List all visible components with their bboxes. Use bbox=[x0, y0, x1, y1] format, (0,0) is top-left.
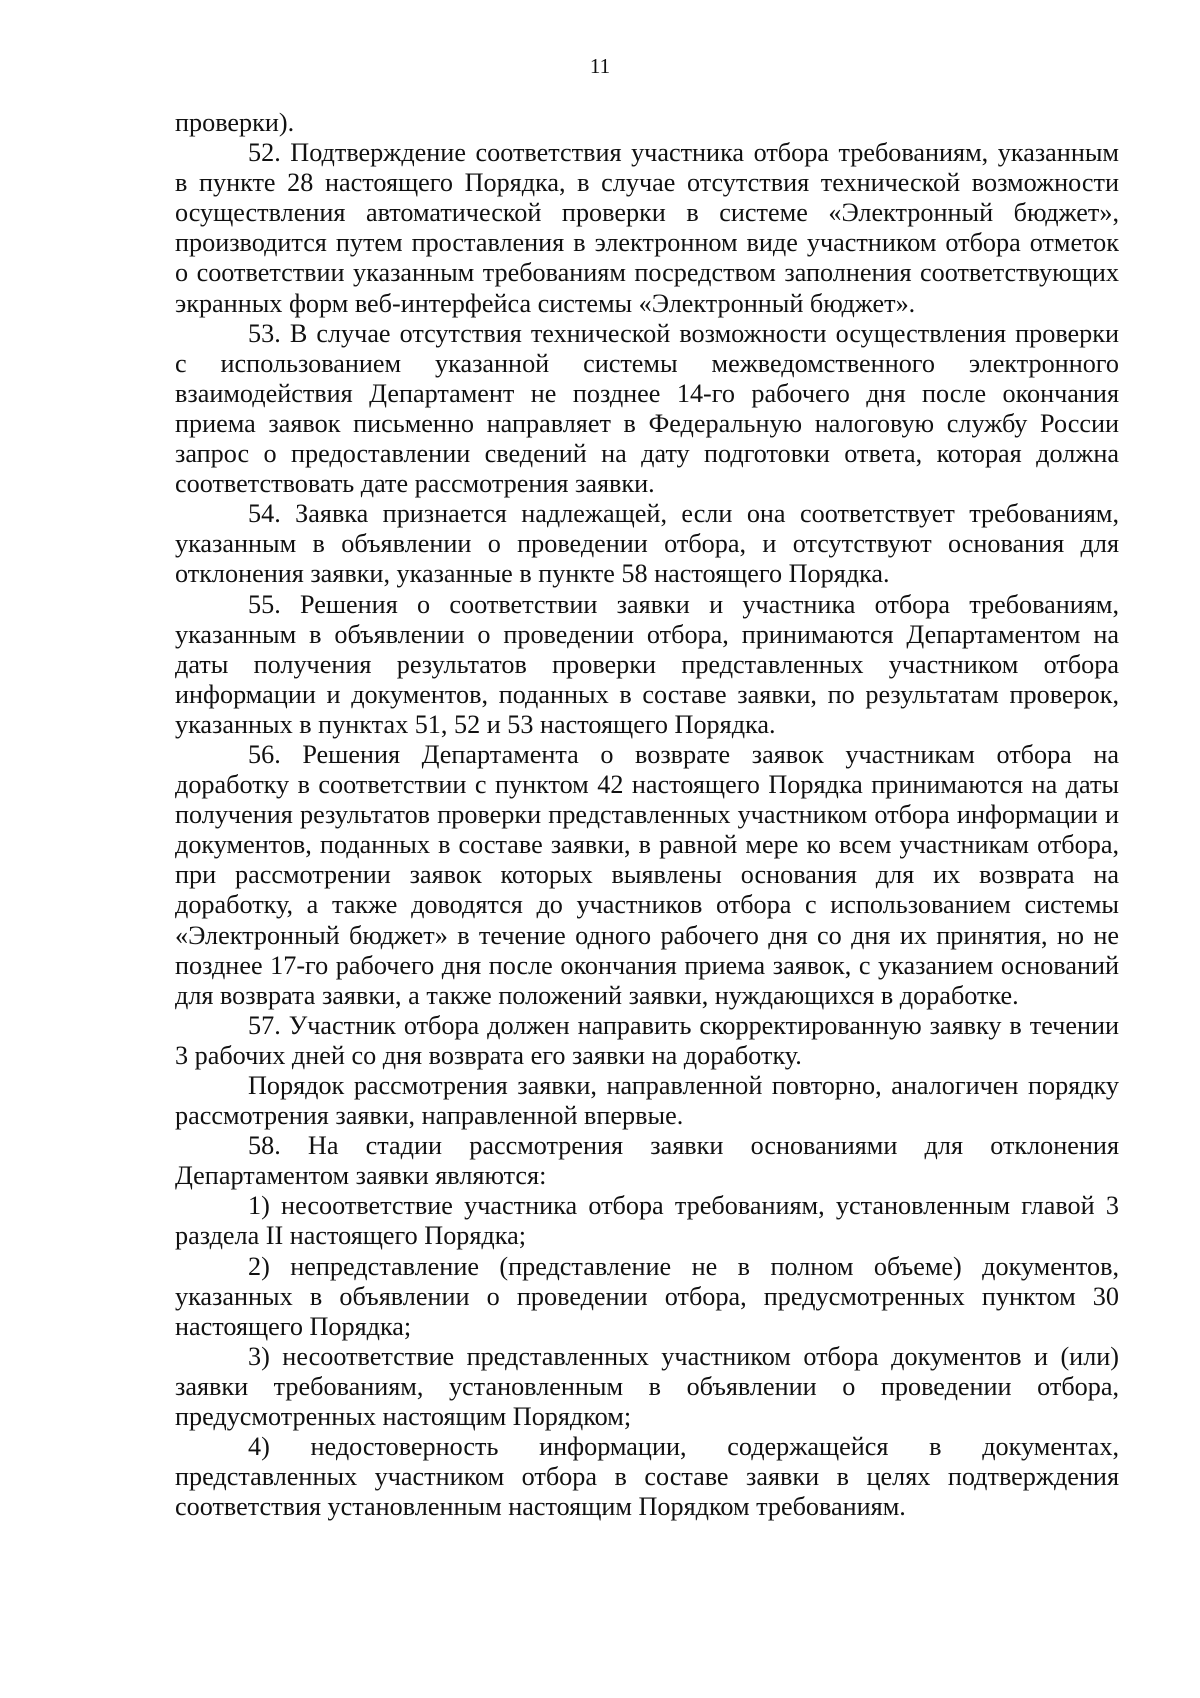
paragraph-57-procedure: Порядок рассмотрения заявки, направленной повторно, аналогичен порядку рассмотрения заявки, направленной впервые. bbox=[175, 1071, 1119, 1131]
paragraph-58: 58. На стадии рассмотрения заявки основаниями для отклонения Департаментом заявки являются: bbox=[175, 1131, 1119, 1191]
page-number: 11 bbox=[589, 54, 611, 78]
paragraph-continuation: проверки). bbox=[175, 108, 295, 137]
paragraph-55: 55. Решения о соответствии заявки и участника отбора требованиям, указанным в объявлении о проведении отбора, принимаются Департаментом на даты получения результатов проверки представленных участником отбора информации и документов, поданных в составе заявки, по результатам проверок, указанных в пунктах 51, 52 и 53 настоящего Порядка. bbox=[175, 589, 1119, 739]
paragraph-52: 52. Подтверждение соответствия участника отбора требованиям, указанным в пункте 28 настоящего Порядка, в случае отсутствия технической возможности осуществления автоматической проверки в системе «Электронный бюджет», производится путем проставления в электронном виде участником отбора отметок о соответствии указанным требованиям посредством заполнения соответствующих экранных форм веб-интерфейса системы «Электронный бюджет». bbox=[175, 138, 1119, 318]
list-item-4: 4) недостоверность информации, содержащейся в документах, представленных участником отбора в составе заявки в целях подтверждения соответствия установленным настоящим Порядком требованиям. bbox=[175, 1432, 1119, 1522]
document-body bbox=[175, 108, 1119, 1522]
list-item-1: 1) несоответствие участника отбора требованиям, установленным главой 3 раздела II настоящего Порядка; bbox=[175, 1191, 1119, 1251]
paragraph-54: 54. Заявка признается надлежащей, если она соответствует требованиям, указанным в объявлении о проведении отбора, и отсутствуют основания для отклонения заявки, указанные в пункте 58 настоящего Порядка. bbox=[175, 499, 1119, 589]
list-item-3: 3) несоответствие представленных участником отбора документов и (или) заявки требованиям, установленным в объявлении о проведении отбора, предусмотренных настоящим Порядком; bbox=[175, 1341, 1119, 1432]
paragraph-57: 57. Участник отбора должен направить скорректированную заявку в течении 3 рабочих дней со дня возврата его заявки на доработку. bbox=[175, 1010, 1119, 1070]
paragraph-53: 53. В случае отсутствия технической возможности осуществления проверки с использованием указанной системы межведомственного электронного взаимодействия Департамент не позднее 14-го рабочего дня после окончания приема заявок письменно направляет в Федеральную налоговую службу России запрос о предоставлении сведений на дату подготовки ответа, которая должна соответствовать дате рассмотрения заявки. bbox=[175, 318, 1119, 499]
paragraph-56: 56. Решения Департамента о возврате заявок участникам отбора на доработку в соответствии с пунктом 42 настоящего Порядка принимаются на даты получения результатов проверки представленных участником отбора информации и документов, поданных в составе заявки, в равной мере ко всем участникам отбора, при рассмотрении заявок которых выявлены основания для их возврата на доработку, а также доводятся до участников отбора с использованием системы «Электронный бюджет» в течение одного рабочего дня со дня их принятия, но не позднее 17-го рабочего дня после окончания приема заявок, с указанием оснований для возврата заявки, а также положений заявки, нуждающихся в доработке. bbox=[175, 739, 1119, 1010]
list-item-2: 2) непредставление (представление не в полном объеме) документов, указанных в объявлении о проведении отбора, предусмотренных пунктом 30 настоящего Порядка; bbox=[175, 1251, 1119, 1341]
